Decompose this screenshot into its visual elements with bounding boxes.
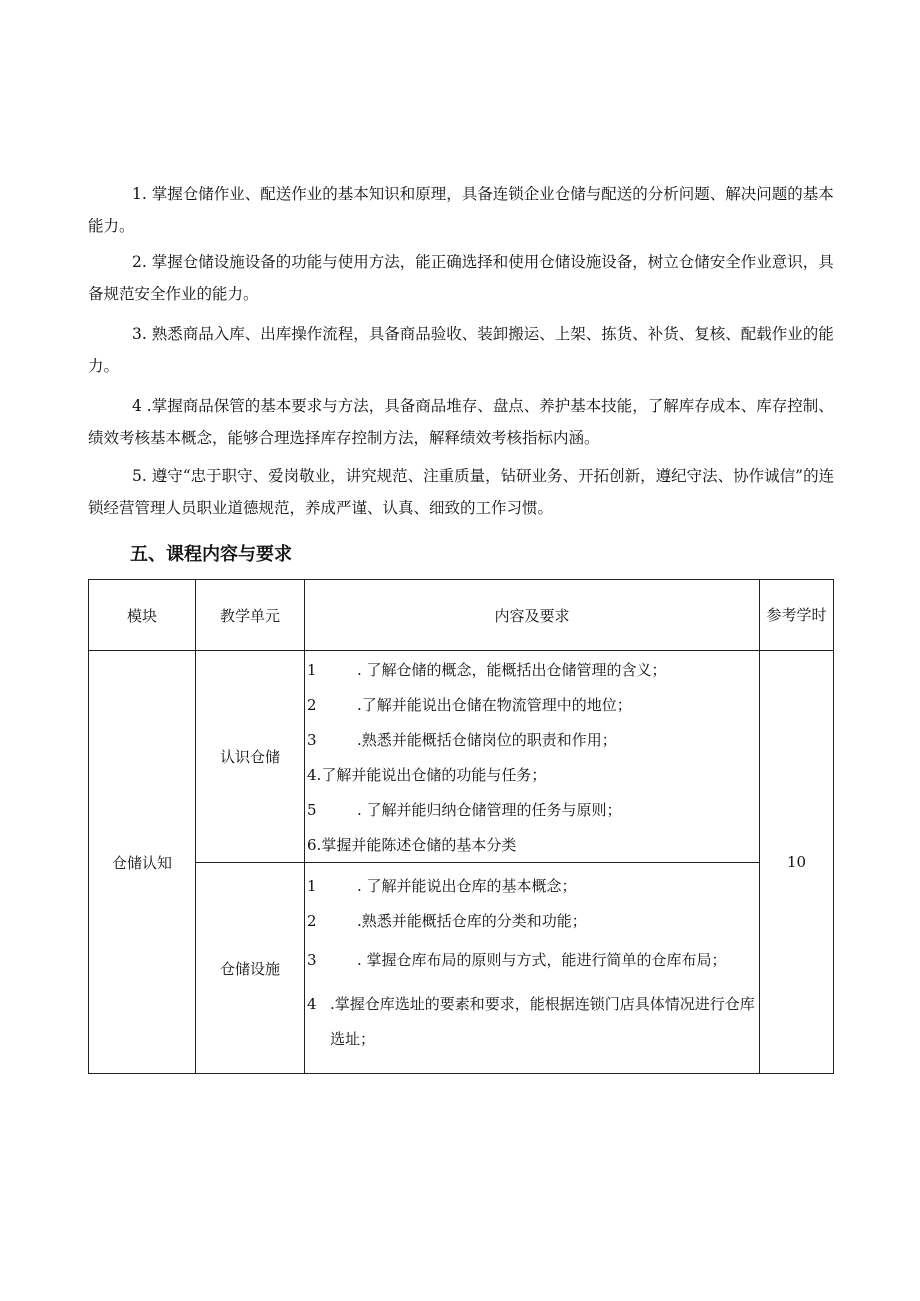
list-item: 3 .熟悉并能概括仓储岗位的职责和作用； xyxy=(307,731,617,749)
section-heading: 五、课程内容与要求 xyxy=(130,544,292,565)
list-item: 5 . 了解并能归纳仓储管理的任务与原则； xyxy=(307,801,622,819)
table-row xyxy=(89,651,834,863)
content-cell xyxy=(305,651,760,863)
objective-2 xyxy=(88,246,836,310)
objective-1-num: 1 xyxy=(132,185,142,203)
objective-5 xyxy=(88,460,836,524)
header-module: 模块 xyxy=(89,580,196,651)
objective-4-num: 4 xyxy=(132,397,142,415)
module-cell: 仓储认知 xyxy=(89,651,196,1074)
header-content: 内容及要求 xyxy=(305,580,760,651)
table-row xyxy=(89,863,834,1074)
objective-1-text: . 掌握仓储作业、配送作业的基本知识和原理，具备连锁企业仓储与配送的分析问题、解决问题的基本能力。 xyxy=(88,185,834,235)
objective-3-num: 3 xyxy=(132,325,142,343)
header-unit: 教学单元 xyxy=(196,580,305,651)
list-item: 4 .掌握仓库选址的要素和要求，能根据连锁门店具体情况进行仓库选址； xyxy=(307,995,755,1048)
content-list xyxy=(305,873,759,1057)
content-cell xyxy=(305,863,760,1074)
list-item: 6.掌握并能陈述仓储的基本分类 xyxy=(307,836,517,854)
objective-3 xyxy=(88,318,836,382)
course-content-table xyxy=(88,579,834,1074)
list-item: 2 .熟悉并能概括仓库的分类和功能； xyxy=(307,912,587,930)
objective-1 xyxy=(88,178,836,242)
list-item: 1 . 了解并能说出仓库的基本概念； xyxy=(307,877,577,895)
list-item: 3 . 掌握仓库布局的原则与方式，能进行简单的仓库布局； xyxy=(307,951,727,969)
list-item: 4.了解并能说出仓储的功能与任务； xyxy=(307,766,547,784)
unit-cell: 认识仓储 xyxy=(196,651,305,863)
objective-4 xyxy=(88,390,836,454)
header-hours: 参考学时 xyxy=(760,580,834,651)
hours-cell: 10 xyxy=(760,651,834,1074)
unit-cell: 仓储设施 xyxy=(196,863,305,1074)
objective-5-num: 5 xyxy=(132,467,142,485)
objective-2-text: . 掌握仓储设施设备的功能与使用方法，能正确选择和使用仓储设施设备，树立仓储安全作业意识，具备规范安全作业的能力。 xyxy=(88,253,834,303)
table-header-row xyxy=(89,580,834,651)
objective-4-text: .掌握商品保管的基本要求与方法，具备商品堆存、盘点、养护基本技能，了解库存成本、库存控制、绩效考核基本概念，能够合理选择库存控制方法，解释绩效考核指标内涵。 xyxy=(88,397,834,447)
objective-2-num: 2 xyxy=(132,253,142,271)
list-item: 2 .了解并能说出仓储在物流管理中的地位； xyxy=(307,696,632,714)
list-item: 1 . 了解仓储的概念，能概括出仓储管理的含义； xyxy=(307,661,667,679)
content-list xyxy=(305,657,759,858)
objective-3-text: . 熟悉商品入库、出库操作流程，具备商品验收、装卸搬运、上架、拣货、补货、复核、配载作业的能力。 xyxy=(88,325,834,375)
objective-5-text: . 遵守“忠于职守、爱岗敬业，讲究规范、注重质量，钻研业务、开拓创新，遵纪守法、协作诚信”的连锁经营管理人员职业道德规范，养成严谨、认真、细致的工作习惯。 xyxy=(88,467,835,517)
